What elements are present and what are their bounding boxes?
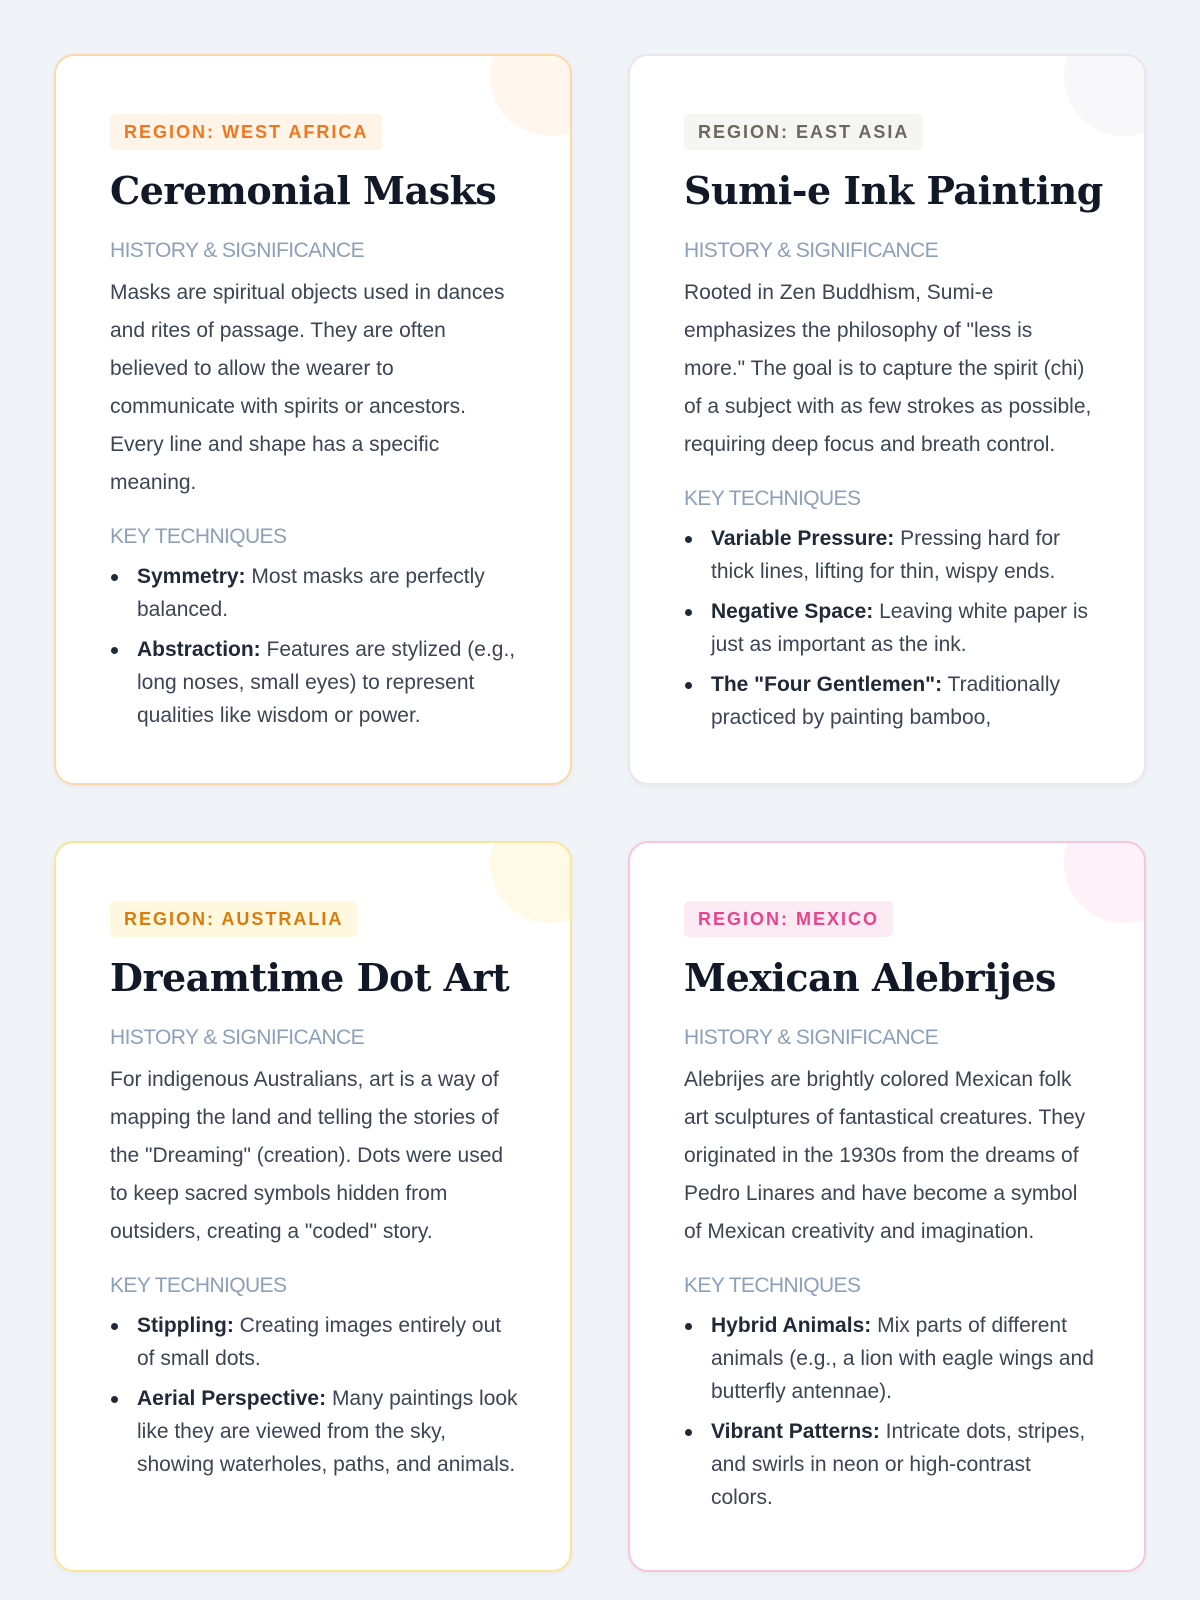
history-label: HISTORY & SIGNIFICANCE — [684, 1026, 939, 1049]
technique-item — [110, 560, 520, 626]
card-title: Sumi-e Ink Painting — [684, 168, 1103, 213]
art-card-sumi-e — [628, 54, 1146, 785]
region-badge: REGION: WEST AFRICA — [110, 114, 382, 150]
history-label: HISTORY & SIGNIFICANCE — [110, 1026, 365, 1049]
history-text: For indigenous Australians, art is a way of mapping the land and telling the stories of the "Dreaming" (creation). Dots were used to keep sacred symbols hidden from outsiders, creating a "coded" story. — [110, 1068, 504, 1243]
techniques-label: KEY TECHNIQUES — [110, 1274, 287, 1297]
history-text: Rooted in Zen Buddhism, Sumi-e emphasizes the philosophy of "less is more." The goal is to capture the spirit (chi) of a subject with as few strokes as possible, requiring deep focus and breath control. — [684, 281, 1092, 456]
techniques-list — [684, 522, 1094, 734]
technique-desc: Pressing hard for thick lines, lifting for thin, wispy ends. — [711, 527, 1061, 583]
art-cards-grid — [54, 54, 1146, 1572]
techniques-list — [684, 1309, 1094, 1514]
technique-item — [684, 1415, 1094, 1514]
technique-name: Negative Space: — [711, 600, 874, 623]
technique-item — [684, 1309, 1094, 1408]
technique-name: Symmetry: — [137, 565, 246, 588]
technique-item — [684, 595, 1094, 661]
technique-name: Variable Pressure: — [711, 527, 895, 550]
technique-name: Hybrid Animals: — [711, 1314, 872, 1337]
techniques-label: KEY TECHNIQUES — [110, 525, 287, 548]
technique-name: Vibrant Patterns: — [711, 1420, 880, 1443]
technique-item — [110, 1382, 520, 1481]
technique-desc: Leaving white paper is just as important as the ink. — [711, 600, 1089, 656]
region-badge: REGION: EAST ASIA — [684, 114, 923, 150]
techniques-list — [110, 1309, 520, 1481]
history-label: HISTORY & SIGNIFICANCE — [110, 239, 365, 262]
technique-name: Aerial Perspective: — [137, 1387, 327, 1410]
card-title: Dreamtime Dot Art — [110, 955, 510, 1000]
technique-desc: Features are stylized (e.g., long noses, small eyes) to represent qualities like wisdom or power. — [137, 638, 516, 727]
technique-desc: Most masks are perfectly balanced. — [137, 565, 485, 621]
technique-name: Stippling: — [137, 1314, 234, 1337]
history-text: Alebrijes are brightly colored Mexican folk art sculptures of fantastical creatures. They originated in the 1930s from the dreams of Pedro Linares and have become a symbol of Mexican creativity and imagination. — [684, 1068, 1086, 1243]
techniques-label: KEY TECHNIQUES — [684, 487, 861, 510]
techniques-label: KEY TECHNIQUES — [684, 1274, 861, 1297]
history-label: HISTORY & SIGNIFICANCE — [684, 239, 939, 262]
region-badge: REGION: AUSTRALIA — [110, 901, 357, 937]
technique-desc: Mix parts of different animals (e.g., a lion with eagle wings and butterfly antennae). — [711, 1314, 1094, 1403]
techniques-list — [110, 560, 520, 732]
card-title: Ceremonial Masks — [110, 168, 497, 213]
region-badge: REGION: MEXICO — [684, 901, 893, 937]
technique-item — [684, 522, 1094, 588]
technique-name: Abstraction: — [137, 638, 261, 661]
technique-item — [110, 633, 520, 732]
history-text: Masks are spiritual objects used in dances and rites of passage. They are often believed to allow the wearer to communicate with spirits or ancestors. Every line and shape has a specific meaning. — [110, 281, 505, 494]
technique-desc: Many paintings look like they are viewed from the sky, showing waterholes, paths, and animals. — [137, 1387, 518, 1476]
technique-desc: Intricate dots, stripes, and swirls in neon or high-contrast colors. — [711, 1420, 1086, 1509]
card-title: Mexican Alebrijes — [684, 955, 1056, 1000]
art-card-dreamtime-dot-art — [54, 841, 572, 1572]
technique-desc: Traditionally practiced by painting bamboo, — [711, 673, 1060, 729]
technique-item — [684, 668, 1094, 734]
art-card-ceremonial-masks — [54, 54, 572, 785]
technique-desc: Creating images entirely out of small dots. — [137, 1314, 502, 1370]
technique-item — [110, 1309, 520, 1375]
technique-name: The "Four Gentlemen": — [711, 673, 943, 696]
art-card-mexican-alebrijes — [628, 841, 1146, 1572]
